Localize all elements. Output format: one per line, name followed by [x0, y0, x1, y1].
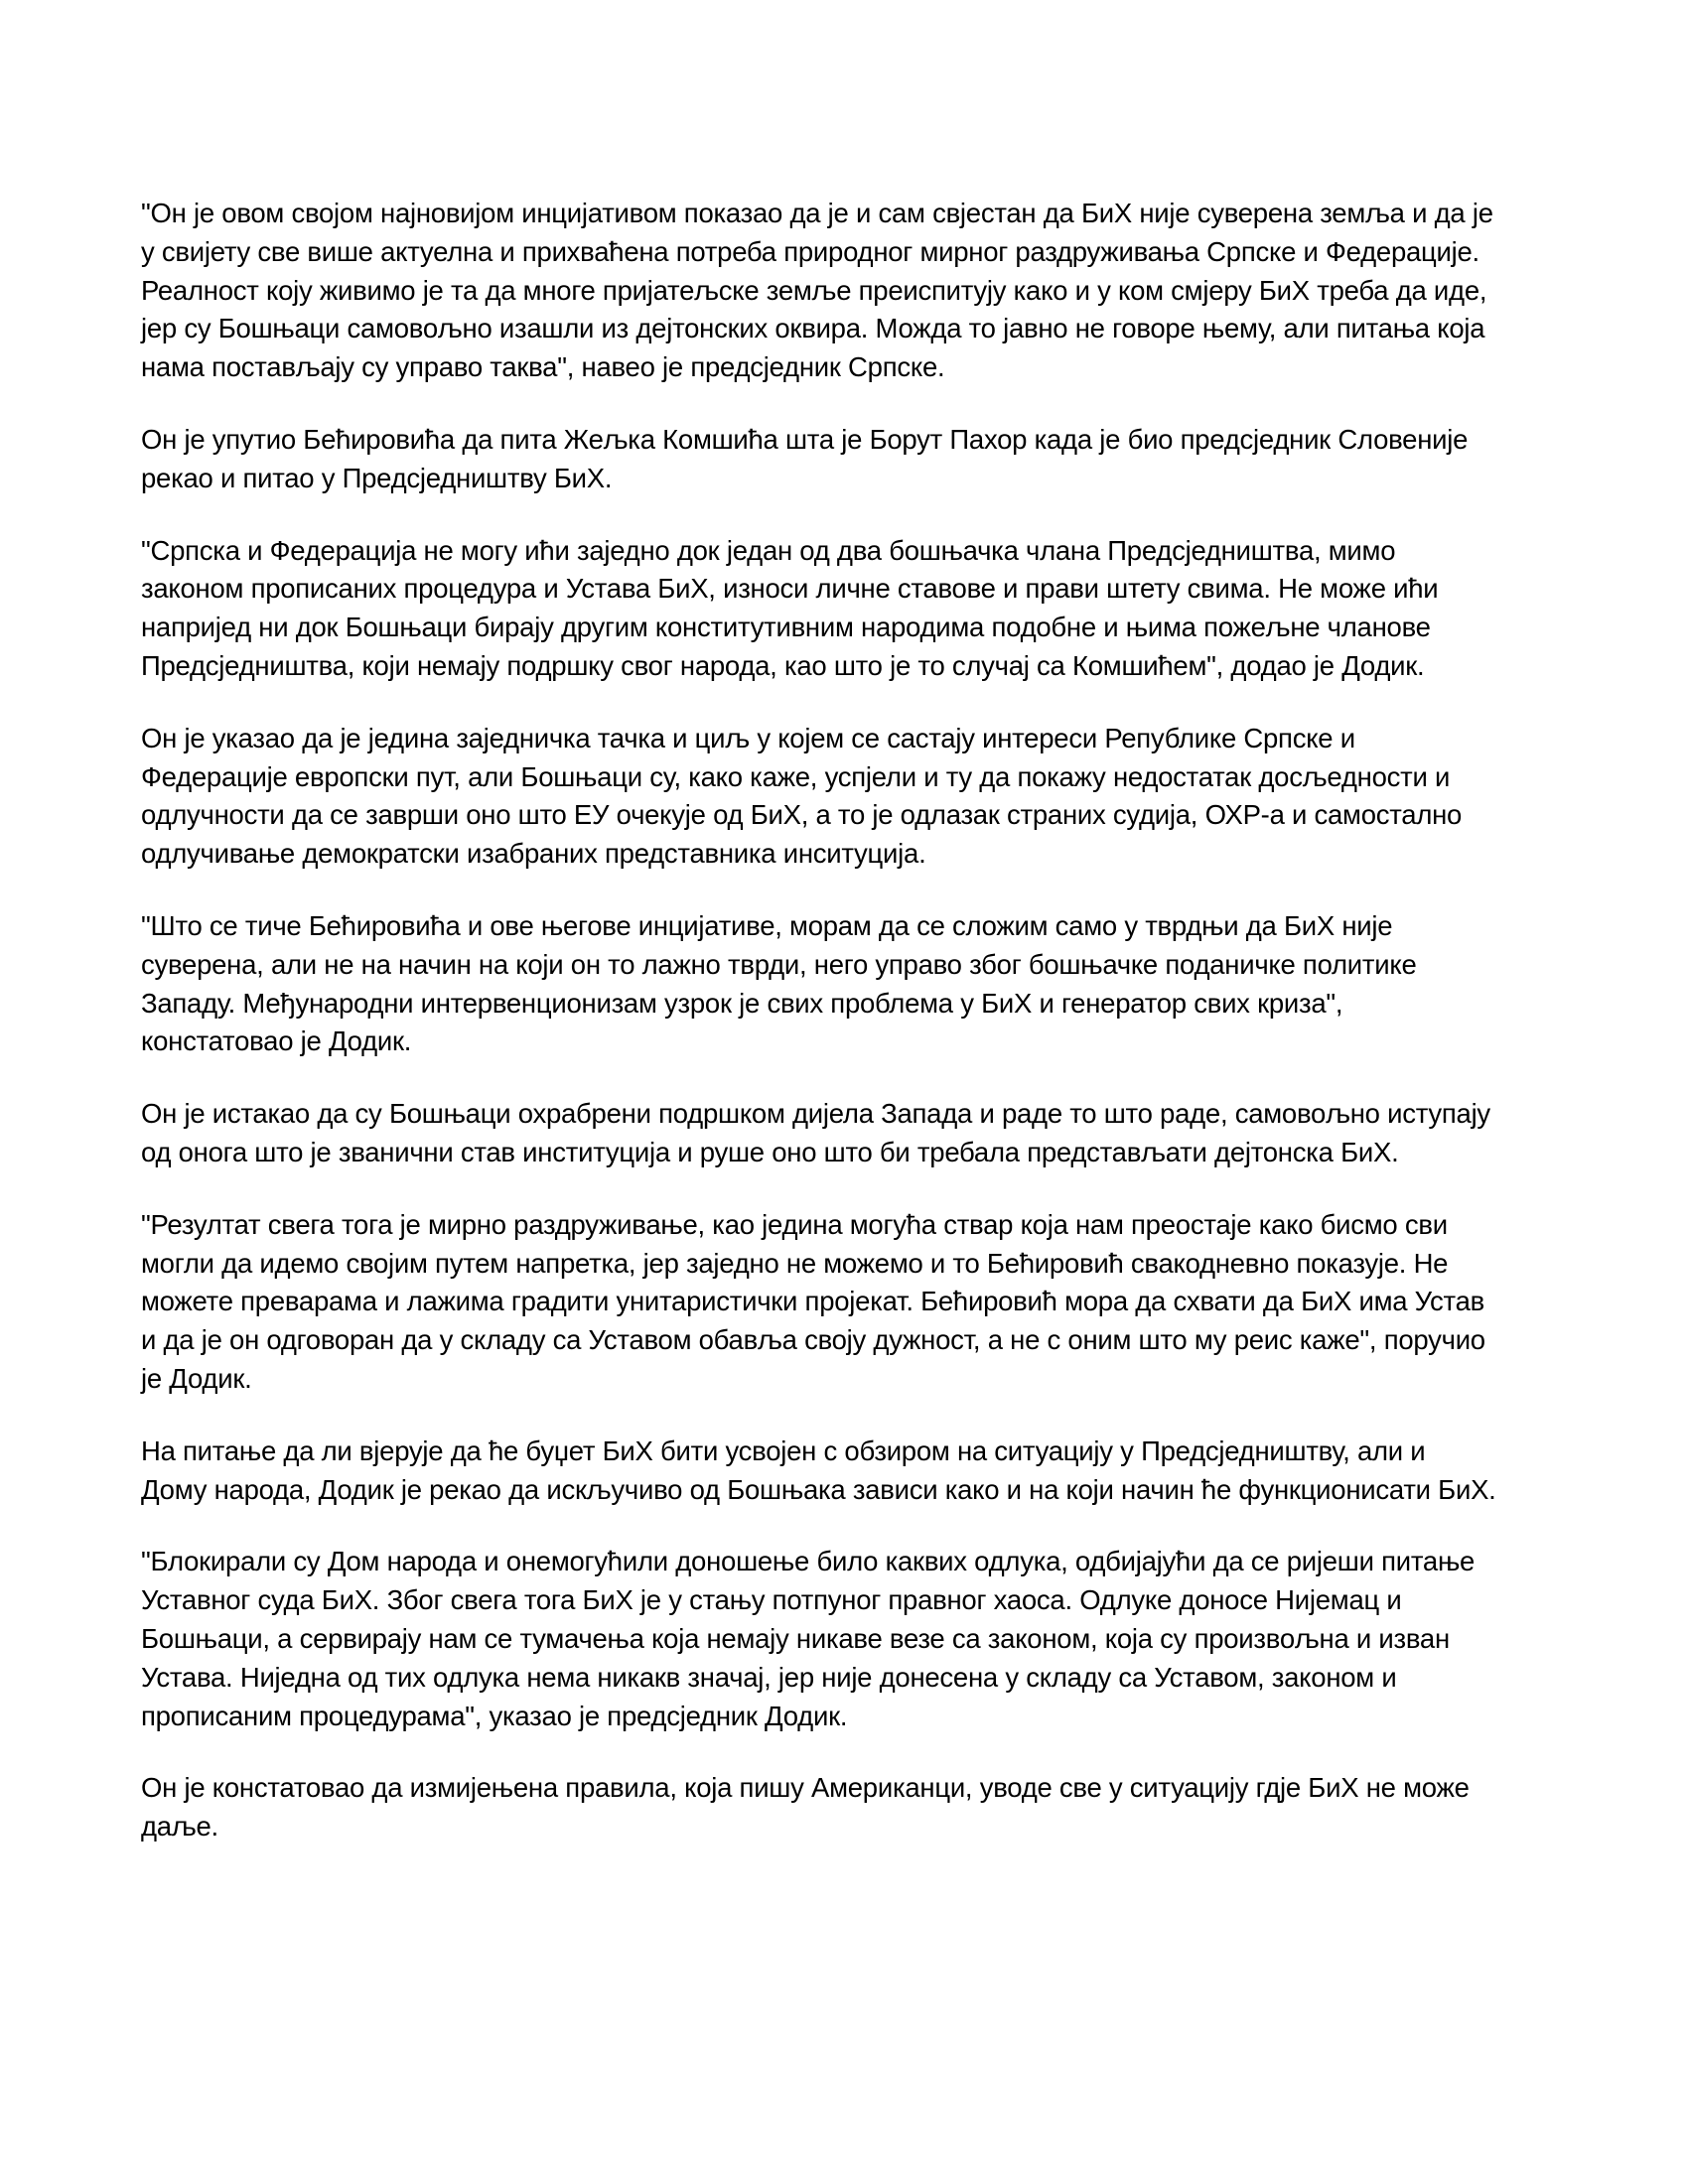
paragraph: На питање да ли вјерује да ће буџет БиХ бити усвојен с обзиром на ситуацију у Предсједништву, али и Дому народа, Додик је рекао да искључиво од Бошњака зависи како и на који начин ће функционисати БиХ. — [141, 1434, 1496, 1505]
paragraph: "Блокирали су Дом народа и онемогућили доношење било каквих одлука, одбијајући да се ријеши питање Уставног суда БиХ. Због свега тога БиХ је у стању потпуног правног хаоса. Одлуке доносе Нијемац и Бошњаци, а сервирају нам се тумачења која немају никаве везе са законом, која су произвољна и изван Устава. Ниједна од тих одлука нема никакв значај, јер није донесена у складу са Уставом, законом и прописаним процедурама", указао је предсједник Додик. — [141, 1546, 1476, 1731]
paragraph: "Што се тиче Бећировића и ове његове инцијативе, морам да се сложим само у тврдњи да БиХ није суверена, али не на начин на који он то лажно тврди, него управо због бошњачке поданичке политике Западу. Међународни интервенционизам узрок је свих проблема у БиХ и генератор свих криза", констатовао је Додик. — [141, 909, 1417, 1057]
article-body — [141, 195, 1497, 1846]
paragraph: Он је упутио Бећировића да пита Жељка Комшића шта је Борут Пахор када је био предсједник Словеније рекао и питао у Предсједништву БиХ. — [141, 423, 1469, 493]
paragraph: Он је истакао да су Бошњаци охрабрени подршком дијела Запада и раде то што раде, самовољно иступају од онога што је званични став институција и руше оно што би требала представљати дејтонска БиХ. — [141, 1098, 1490, 1167]
paragraph: Он је констатовао да измијењена правила, која пишу Американци, уводе све у ситуацију гдје БиХ не може даље. — [141, 1772, 1470, 1843]
paragraph: "Резултат свега тога је мирно раздруживање, као једина могућа ствар која нам преостаје како бисмо сви могли да идемо својим путем напретка, јер заједно не можемо и то Бећировић свакодневно показује. Не можете преварама и лажима градити унитаристички пројекат. Бећировић мора да схвати да БиХ има Устав и да је он одговоран да у складу са Уставом обавља своју дужност, а не с оним што му реис каже", поручио је Додик. — [141, 1208, 1485, 1394]
paragraph: "Српска и Федерација не могу ићи заједно док један од два бошњачка члана Предсједништва, мимо законом прописаних процедура и Устава БиХ, износи личне ставове и прави штету свима. Не може ићи напријед ни док Бошњаци бирају другим конститутивним народима подобне и њима пожељне чланове Предсједништва, који немају подршку свог народа, као што је то случај са Комшићем", додао је Додик. — [141, 534, 1439, 681]
paragraph: Он је указао да је једина заједничка тачка и циљ у којем се састају интереси Републике Српске и Федерације европски пут, али Бошњаци су, како каже, успјели и ту да покажу недостатак досљедности и одлучности да се заврши оно што ЕУ очекује од БиХ, а то је одлазак страних судија, ОХР-а и самостално одлучивање демократски изабраних представника инситуција. — [141, 722, 1463, 870]
paragraph: "Он је овом својом најновијом инцијативом показао да је и сам свјестан да БиХ није суверена земља и да је у свијету све више актуелна и прихваћена потреба природног мирног раздруживања Српске и Федерације. Реалност коју живимо је та да многе пријатељске земље преиспитују како и у ком смјеру БиХ треба да иде, јер су Бошњаци самовољно изашли из дејтонских оквира. Можда то јавно не говоре њему, али питања која нама постављају су управо таква", навео је предсједник Српске. — [141, 198, 1493, 383]
